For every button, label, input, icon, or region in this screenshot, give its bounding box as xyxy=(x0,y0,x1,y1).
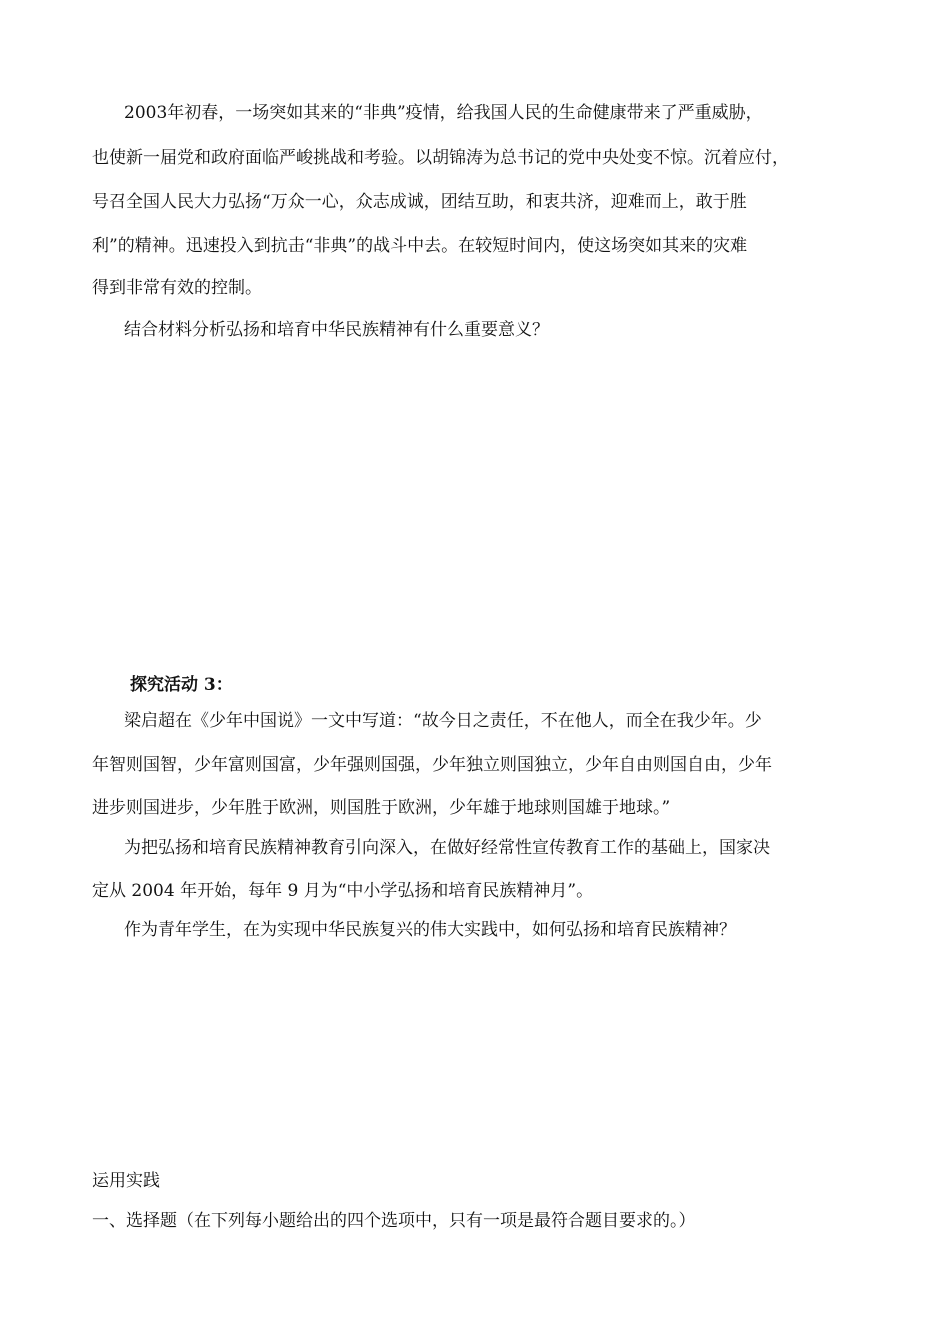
material-2-line-2: 也使新一届党和政府面临严峻挑战和考验。以胡锦涛为总书记的党中央处变不惊。沉着应付， xyxy=(92,148,789,168)
activity-3-question: 作为青年学生，在为实现中华民族复兴的伟大实践中，如何弘扬和培育民族精神？ xyxy=(124,920,736,940)
activity-3-heading: 探究活动 3： xyxy=(130,675,233,695)
material-2-line-4: 利”的精神。迅速投入到抗击“非典”的战斗中去。在较短时间内，使这场突如其来的灾难 xyxy=(92,236,748,256)
activity-3-quote-line-3: 进步则国进步，少年胜于欧洲，则国胜于欧洲，少年雄于地球则国雄于地球。” xyxy=(92,798,671,818)
choice-section-heading: 一、选择题（在下列每小题给出的四个选项中，只有一项是最符合题目要求的。） xyxy=(92,1211,696,1231)
material-2-line-3: 号召全国人民大力弘扬“万众一心，众志成诚，团结互助，和衷共济，迎难而上，敢于胜 xyxy=(92,192,747,212)
material-2-question: 结合材料分析弘扬和培育中华民族精神有什么重要意义？ xyxy=(124,320,549,340)
activity-3-policy-line-1: 为把弘扬和培育民族精神教育引向深入，在做好经常性宣传教育工作的基础上，国家决 xyxy=(124,838,770,858)
activity-3-policy-line-2: 定从 2004 年开始，每年 9 月为“中小学弘扬和培育民族精神月”。 xyxy=(92,881,594,901)
material-2-line-1: 2003年初春，一场突如其来的“非典”疫情，给我国人民的生命健康带来了严重威胁， xyxy=(124,103,763,123)
practice-heading: 运用实践 xyxy=(92,1171,160,1191)
activity-3-quote-line-2: 年智则国智，少年富则国富，少年强则国强，少年独立则国独立，少年自由则国自由，少年 xyxy=(92,755,772,775)
activity-3-quote-line-1: 梁启超在《少年中国说》一文中写道：“故今日之责任，不在他人，而全在我少年。少 xyxy=(124,711,762,731)
material-2-line-5: 得到非常有效的控制。 xyxy=(92,278,262,298)
